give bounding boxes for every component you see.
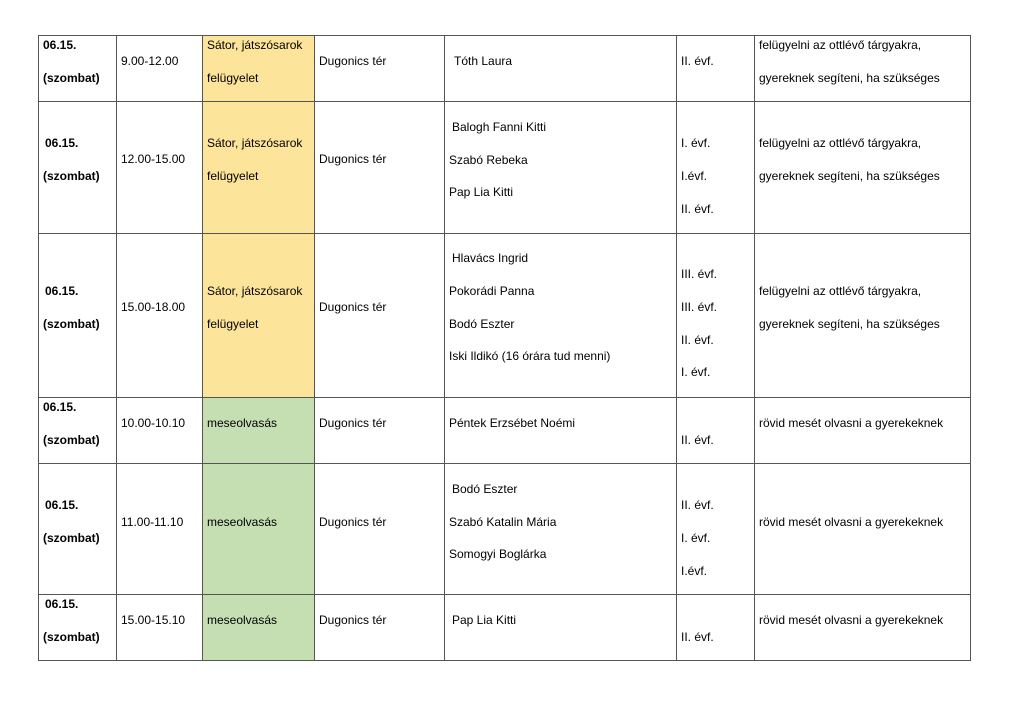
year-cell [677,398,755,464]
table-row [39,234,971,398]
name-text: Pap Lia Kitti [452,613,517,627]
time-text: 9.00-12.00 [121,54,179,68]
location-cell [315,234,445,398]
day-text: (szombat) [43,531,100,545]
day-text: (szombat) [43,71,100,85]
name-text: Pokorádi Panna [449,284,535,298]
date-text: 06.15. [45,498,79,512]
task-text: felügyelni az ottlévő tárgyakra, [759,284,922,298]
date-text: 06.15. [43,400,77,414]
year-text: II. évf. [681,333,714,347]
name-text: Hlavács Ingrid [452,251,529,265]
date-text: 06.15. [43,38,77,52]
day-text: (szombat) [43,630,100,644]
time-cell [117,102,203,234]
year-cell [677,36,755,102]
schedule-table [38,35,971,661]
time-cell [117,398,203,464]
date-cell [39,595,117,661]
year-cell [677,595,755,661]
location-cell [315,102,445,234]
task-text: gyereknek segíteni, ha szükséges [759,71,940,85]
table-row [39,398,971,464]
task-cell [755,102,971,234]
activity-cell [203,464,315,595]
task-text: gyereknek segíteni, ha szükséges [759,169,940,183]
location-text: Dugonics tér [319,152,387,166]
date-text: 06.15. [45,597,79,611]
time-cell [117,464,203,595]
name-text: Péntek Erzsébet Noémi [449,416,576,430]
date-text: 06.15. [45,136,79,150]
time-text: 11.00-11.10 [121,515,184,529]
date-cell [39,102,117,234]
year-text: II. évf. [681,54,714,68]
year-text: II. évf. [681,202,714,216]
name-text: Iski Ildikó (16 órára tud menni) [449,349,611,363]
name-text: Bodó Eszter [452,482,518,496]
name-text: Pap Lia Kitti [449,185,514,199]
location-cell [315,36,445,102]
date-cell [39,398,117,464]
year-text: III. évf. [681,267,718,281]
activity-cell [203,102,315,234]
name-text: Tóth Laura [454,54,513,68]
time-text: 15.00-15.10 [121,613,186,627]
activity-text: felügyelet [207,169,259,183]
day-text: (szombat) [43,433,100,447]
task-cell [755,398,971,464]
table-row [39,464,971,595]
names-cell [445,464,677,595]
time-cell [117,36,203,102]
location-text: Dugonics tér [319,416,387,430]
year-text: I. évf. [681,365,711,379]
date-text: 06.15. [45,284,79,298]
location-text: Dugonics tér [319,515,387,529]
name-text: Szabó Rebeka [449,153,528,167]
names-cell [445,102,677,234]
task-text: rövid mesét olvasni a gyerekeknek [759,515,944,529]
year-text: I. évf. [681,136,711,150]
date-cell [39,464,117,595]
activity-text: Sátor, játszósarok [207,136,303,150]
time-text: 10.00-10.10 [121,416,186,430]
names-cell [445,398,677,464]
location-cell [315,595,445,661]
location-text: Dugonics tér [319,300,387,314]
table-row [39,102,971,234]
task-cell [755,234,971,398]
task-text: felügyelni az ottlévő tárgyakra, [759,136,922,150]
name-text: Bodó Eszter [449,317,515,331]
year-text: I.évf. [681,169,708,183]
year-cell [677,234,755,398]
activity-text: meseolvasás [207,613,278,627]
task-cell [755,36,971,102]
location-cell [315,398,445,464]
task-cell [755,595,971,661]
year-cell [677,464,755,595]
day-text: (szombat) [43,169,100,183]
table-row [39,595,971,661]
activity-cell [203,36,315,102]
location-text: Dugonics tér [319,54,387,68]
task-text: gyereknek segíteni, ha szükséges [759,317,940,331]
year-text: II. évf. [681,433,714,447]
task-text: felügyelni az ottlévő tárgyakra, [759,38,922,52]
year-text: II. évf. [681,630,714,644]
activity-cell [203,398,315,464]
activity-cell [203,595,315,661]
location-text: Dugonics tér [319,613,387,627]
year-text: I. évf. [681,531,711,545]
names-cell [445,36,677,102]
year-text: III. évf. [681,300,718,314]
name-text: Balogh Fanni Kitti [452,120,547,134]
activity-text: Sátor, játszósarok [207,38,303,52]
activity-cell [203,234,315,398]
task-text: rövid mesét olvasni a gyerekeknek [759,416,944,430]
time-cell [117,595,203,661]
task-cell [755,464,971,595]
time-cell [117,234,203,398]
name-text: Somogyi Boglárka [449,547,547,561]
location-cell [315,464,445,595]
time-text: 15.00-18.00 [121,300,186,314]
name-text: Szabó Katalin Mária [449,515,557,529]
date-cell [39,36,117,102]
task-text: rövid mesét olvasni a gyerekeknek [759,613,944,627]
activity-text: felügyelet [207,71,259,85]
day-text: (szombat) [43,317,100,331]
activity-text: felügyelet [207,317,259,331]
activity-text: meseolvasás [207,416,278,430]
names-cell [445,595,677,661]
year-text: I.évf. [681,564,708,578]
year-text: II. évf. [681,498,714,512]
table-row [39,36,971,102]
year-cell [677,102,755,234]
activity-text: meseolvasás [207,515,278,529]
date-cell [39,234,117,398]
activity-text: Sátor, játszósarok [207,284,303,298]
names-cell [445,234,677,398]
time-text: 12.00-15.00 [121,152,186,166]
